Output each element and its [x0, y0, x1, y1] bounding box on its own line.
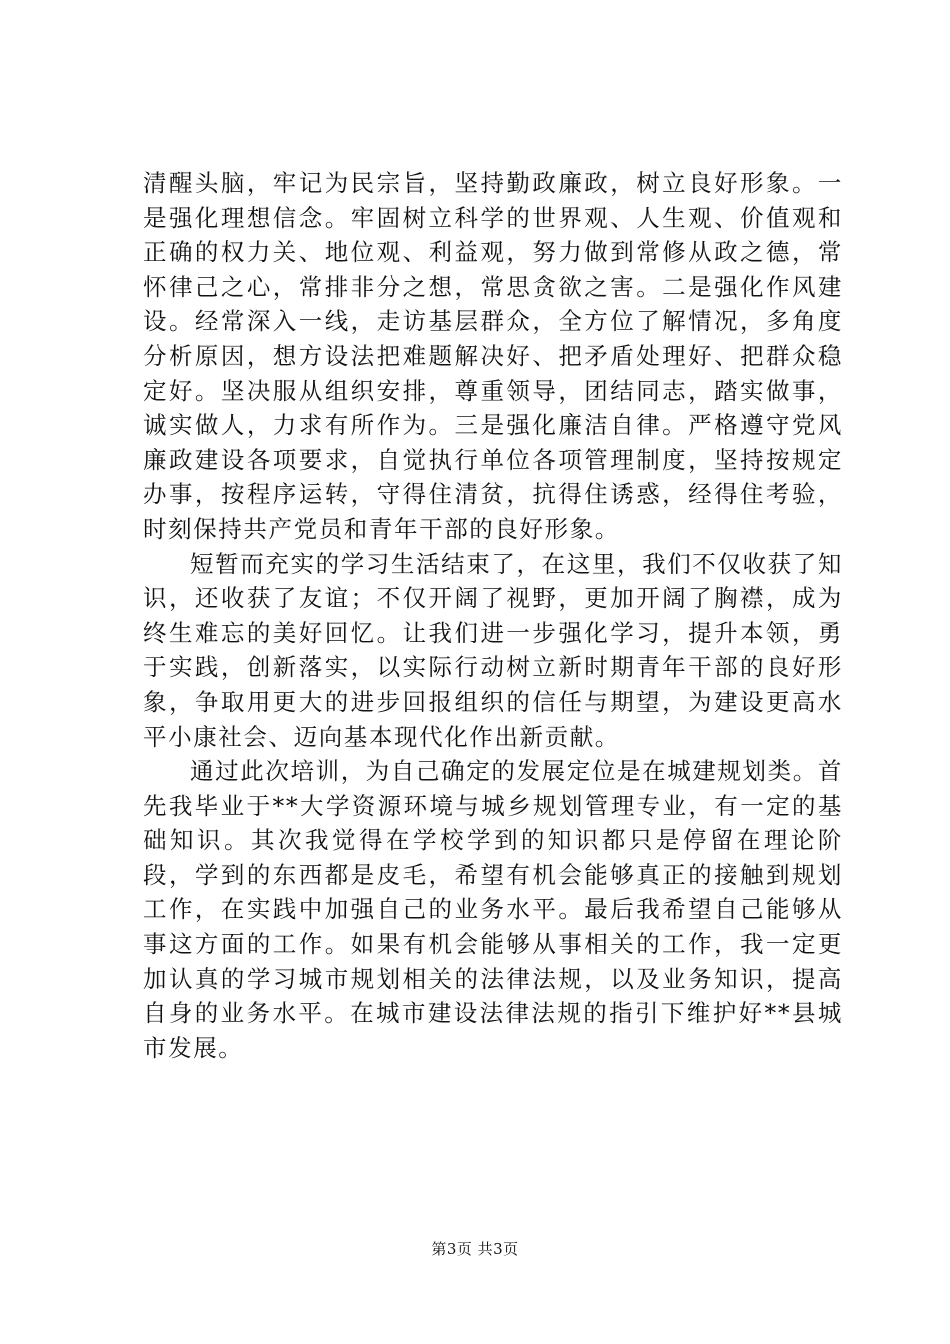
paragraph-3: 通过此次培训，为自己确定的发展定位是在城建规划类。首先我毕业于**大学资源环境与城乡规划管理专业，有一定的基础知识。其次我觉得在学校学到的知识都只是停留在理论阶段，学到的东西都是皮毛，希望有机会能够真正的接触到规划工作，在实践中加强自己的业务水平。最后我希望自己能够从事这方面的工作。如果有机会能够从事相关的工作，我一定更加认真的学习城市规划相关的法律法规，以及业务知识，提高自身的业务水平。在城市建设法律法规的指引下维护好**县城市发展。: [143, 757, 843, 1062]
document-body: [143, 166, 843, 1065]
page-number-label: 第3页 共3页: [431, 1240, 519, 1258]
page-footer: [0, 1239, 950, 1259]
paragraph-1: 清醒头脑，牢记为民宗旨，坚持勤政廉政，树立良好形象。一是强化理想信念。牢固树立科学的世界观、人生观、价值观和正确的权力关、地位观、利益观，努力做到常修从政之德，常怀律己之心，常排非分之想，常思贪欲之害。二是强化作风建设。经常深入一线，走访基层群众，全方位了解情况，多角度分析原因，想方设法把难题解决好、把矛盾处理好、把群众稳定好。坚决服从组织安排，尊重领导，团结同志，踏实做事，诚实做人，力求有所作为。三是强化廉洁自律。严格遵守党风廉政建设各项要求，自觉执行单位各项管理制度，坚持按规定办事，按程序运转，守得住清贫，抗得住诱惑，经得住考验，时刻保持共产党员和青年干部的良好形象。: [143, 169, 843, 543]
paragraph-2: 短暂而充实的学习生活结束了，在这里，我们不仅收获了知识，还收获了友谊；不仅开阔了视野，更加开阔了胸襟，成为终生难忘的美好回忆。让我们进一步强化学习，提升本领，勇于实践，创新落实，以实际行动树立新时期青年干部的良好形象，争取用更大的进步回报组织的信任与期望，为建设更高水平小康社会、迈向基本现代化作出新贡献。: [143, 549, 843, 751]
